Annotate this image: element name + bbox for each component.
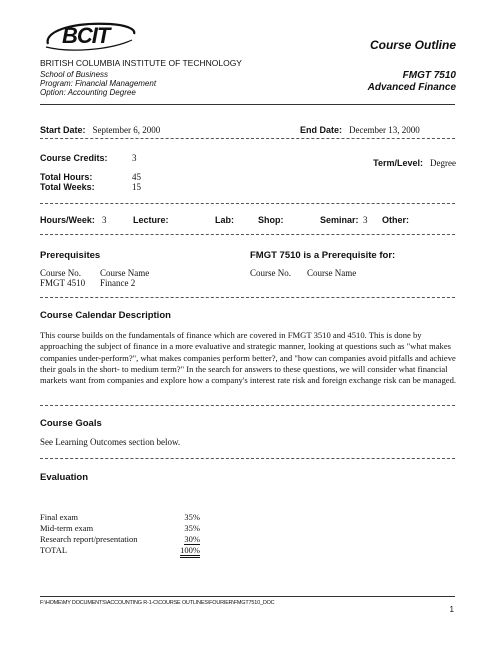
total-hours-label: Total Hours: [40, 172, 93, 182]
evaluation-item: TOTAL [40, 545, 68, 555]
institute-name: BRITISH COLUMBIA INSTITUTE OF TECHNOLOGY [40, 58, 242, 68]
evaluation-pct: 30% [184, 534, 200, 544]
evaluation-pct: 35% [184, 512, 200, 522]
footer-divider [40, 596, 455, 597]
evaluation-row [40, 523, 200, 533]
evaluation-item: Mid-term exam [40, 523, 94, 533]
end-date-label: End Date: [300, 125, 343, 135]
credits-divider [40, 203, 455, 204]
total-hours-value: 45 [132, 172, 141, 182]
doc-title: Course Outline [369, 38, 456, 52]
seminar-label: Seminar: [320, 215, 359, 225]
hours-divider [40, 234, 455, 235]
hours-week-label: Hours/Week: [40, 215, 95, 225]
course-credits-value: 3 [132, 153, 137, 163]
total-weeks-label: Total Weeks: [40, 182, 95, 192]
prereq-for-col-name: Course Name [307, 268, 357, 278]
evaluation-item: Final exam [40, 512, 79, 522]
prereq-col-name: Course Name [100, 268, 150, 278]
lab-label: Lab: [215, 215, 234, 225]
prereq-row-no: FMGT 4510 [40, 278, 86, 288]
description-text: This course builds on the fundamentals of finance which are covered in FMGT 3510 and 4510. This is done by approaching the subject of finance in a more evaluative and strategic manner, looking at questions such as "what makes companies under-perform?", what makes companies perform better?, and "how can companies avoid pitfalls and achieve their goals in the short- to medium term?" In the search for answers to these questions, we will consider what financial markets want from companies and explore how a company's interest rate risk and foreign exchange risk can be managed. [40, 330, 457, 386]
evaluation-title: Evaluation [40, 472, 89, 483]
end-date-row [300, 120, 420, 138]
shop-label: Shop: [258, 215, 284, 225]
seminar-value: 3 [363, 215, 368, 225]
total-weeks-value: 15 [132, 182, 141, 192]
evaluation-pct: 100% [180, 545, 200, 558]
prereq-for-title: FMGT 7510 is a Prerequisite for: [250, 250, 396, 261]
evaluation-item: Research report/presentation [40, 534, 138, 544]
footer-path: F:\HOME\MY DOCUMENTS\ACCOUNTING R-1-C\COURSE OUTLINES\FOURIER\FMGT7510_DOC [40, 600, 275, 606]
bcit-logo [40, 20, 138, 56]
header-divider [40, 104, 455, 105]
term-level-value: Degree [430, 158, 456, 168]
prereq-col-no: Course No. [40, 268, 81, 278]
evaluation-row [40, 545, 200, 555]
prerequisites-title: Prerequisites [40, 250, 101, 261]
page-number: 1 [449, 605, 454, 614]
goals-title: Course Goals [40, 418, 102, 429]
evaluation-row [40, 512, 200, 522]
course-code: FMGT 7510 [402, 70, 456, 81]
prereq-divider [40, 297, 455, 298]
evaluation-row [40, 534, 200, 544]
description-divider [40, 405, 455, 406]
lecture-label: Lecture: [133, 215, 169, 225]
goals-divider [40, 458, 455, 459]
option-name: Option: Accounting Degree [40, 88, 136, 97]
other-label: Other: [382, 215, 409, 225]
course-credits-label: Course Credits: [40, 153, 108, 163]
course-name: Advanced Finance [367, 82, 456, 93]
description-title: Course Calendar Description [40, 310, 171, 321]
start-date-value: September 6, 2000 [92, 125, 161, 135]
program-name: Program: Financial Management [40, 79, 157, 88]
evaluation-pct: 35% [184, 523, 200, 533]
prereq-for-col-no: Course No. [250, 268, 291, 278]
school-name: School of Business [40, 70, 109, 79]
term-level-row [373, 153, 456, 171]
prereq-row-name: Finance 2 [100, 278, 136, 288]
goals-text: See Learning Outcomes section below. [40, 437, 181, 447]
start-date-row [40, 120, 160, 138]
start-date-label: Start Date: [40, 125, 86, 135]
dates-divider [40, 138, 455, 139]
logo-text: BCIT [62, 23, 110, 48]
end-date-value: December 13, 2000 [349, 125, 420, 135]
hours-week-value: 3 [102, 215, 107, 225]
term-level-label: Term/Level: [373, 158, 424, 168]
